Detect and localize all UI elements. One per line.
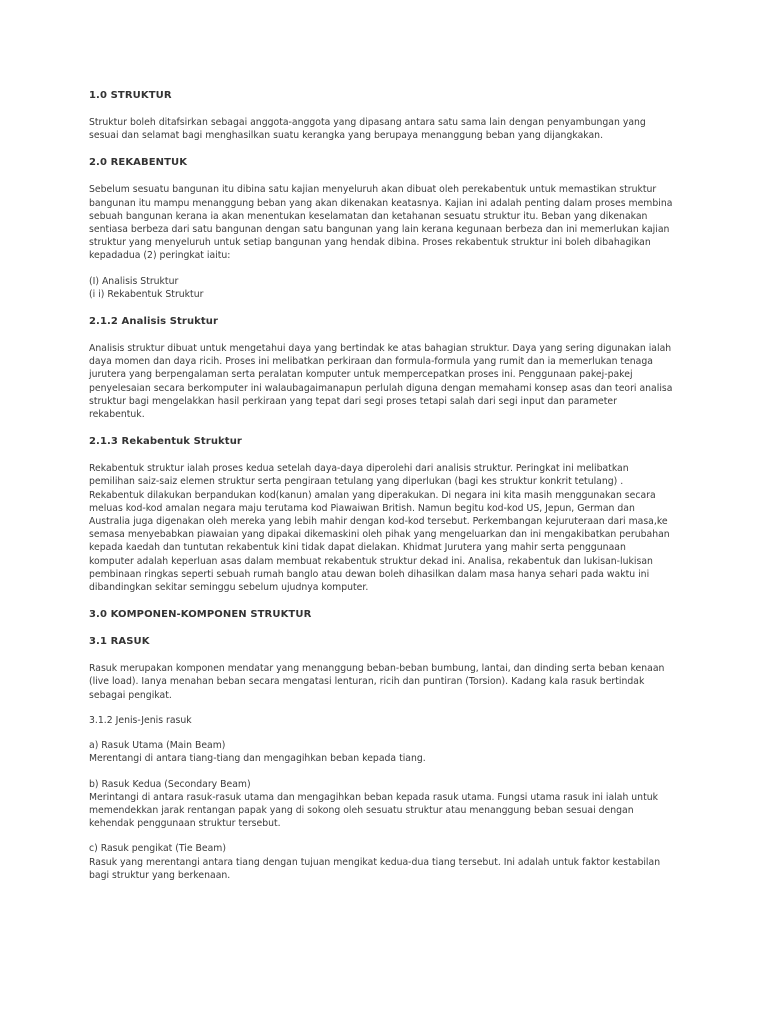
paragraph-rekabentuk: [89, 183, 689, 262]
text-line: komputer adalah keperluan asas dalam membuat rekabentuk struktur dekad ini. Analisa, rekabentuk dan lukisan-lukisan: [89, 555, 653, 567]
heading-rekabentuk-struktur: 2.1.3 Rekabentuk Struktur: [89, 436, 242, 448]
text-line: kehendak penggunaan struktur tersebut.: [89, 818, 281, 830]
text-line: Merentangi di antara tiang-tiang dan mengagihkan beban kepada tiang.: [89, 753, 426, 765]
text-line: kepadadua (2) peringkat iaitu:: [89, 250, 231, 262]
rasuk-type-main-beam: [89, 739, 689, 765]
text-line: memendekkan jarak rentangan papak yang di sokong oleh sesuatu struktur atau menanggung beban sesuai dengan: [89, 804, 634, 816]
text-line: sebagai pengikat.: [89, 689, 172, 701]
text-line: Analisis struktur dibuat untuk mengetahui daya yang bertindak ke atas bahagian struktur. Daya yang sering digunakan ialah: [89, 343, 672, 355]
heading-struktur: 1.0 STRUKTUR: [89, 90, 172, 101]
paragraph-analisis-struktur: [89, 342, 689, 421]
text-line: jurutera yang berpengalaman serta peralatan komputer untuk mempercepatkan proses ini. Penggunaan pakej-pakej: [89, 369, 633, 381]
text-line: struktur bagi mengelakkan hasil perkiraan yang tepat dari segi proses tetapi salah dari segi input dan parameter: [89, 395, 617, 407]
text-line: bangunan itu mampu menanggung beban yang akan dikenakan keatasnya. Kajian ini adalah penting dalam proses membina: [89, 197, 673, 209]
rasuk-type-secondary-beam: [89, 778, 689, 831]
rasuk-type-title: b) Rasuk Kedua (Secondary Beam): [89, 778, 251, 790]
text-line: sentiasa berbeza dari satu bangunan dengan satu bangunan yang lain kerana kegunaan berbeza dan ini memerlukan kajian: [89, 224, 670, 236]
text-line: kepada kaedah dan tuntutan rekabentuk kini tidak dapat dielakan. Khidmat Jurutera yang mahir serta penggunaan: [89, 542, 626, 554]
text-line: Rekabentuk dilakukan berpandukan kod(kanun) amalan yang diperakukan. Di negara ini kita masih menggunakan secara: [89, 489, 656, 501]
rasuk-type-title: a) Rasuk Utama (Main Beam): [89, 740, 226, 752]
text-line: semasa menyebabkan piawaian yang dipakai dikemaskini oleh pihak yang mengeluarkan dan ini mengakibatkan perubahan: [89, 529, 670, 541]
text-line: Rasuk merupakan komponen mendatar yang menanggung beban-beban bumbung, lantai, dan dinding serta beban kenaan: [89, 663, 665, 675]
text-line: penyelesaian secara berkomputer ini walaubagaimanapun perlulah diguna dengan memahami konsep asas dan teori analisa: [89, 382, 673, 394]
text-line: Rasuk yang merentangi antara tiang dengan tujuan mengikat kedua-dua tiang tersebut. Ini adalah untuk faktor kestabilan: [89, 856, 661, 868]
text-line: dibandingkan sekitar seminggu sebelum ujudnya komputer.: [89, 582, 369, 594]
text-line: sebuah bangunan kerana ia akan menentukan keselamatan dan ketahanan sesuatu struktur itu. Beban yang dikenakan: [89, 210, 648, 222]
text-line: daya momen dan daya ricih. Proses ini melibatkan perkiraan dan formula-formula yang rumit dan ia memerlukan tenaga: [89, 356, 653, 368]
list-peringkat: [89, 275, 689, 301]
paragraph-rasuk: [89, 662, 689, 702]
list-item: (I) Analisis Struktur: [89, 275, 179, 287]
text-line: Struktur boleh ditafsirkan sebagai anggota-anggota yang dipasang antara satu sama lain dengan penyambungan yang: [89, 117, 646, 128]
heading-komponen-struktur: 3.0 KOMPONEN-KOMPONEN STRUKTUR: [89, 609, 312, 621]
text-line: sesuai dan selamat bagi menghasilkan suatu kerangka yang berupaya menanggung beban yang dijangkakan.: [89, 130, 604, 142]
text-line: (live load). Ianya menahan beban secara mengatasi lenturan, ricih dan puntiran (Torsion). Kadang kala rasuk bertindak: [89, 676, 645, 688]
heading-rasuk: 3.1 RASUK: [89, 636, 150, 648]
text-line: pembinaan ringkas seperti sebuah rumah banglo atau dewan boleh dihasilkan dalam masa hanya sehari pada waktu ini: [89, 568, 650, 580]
text-line: struktur yang menyeluruh untuk setiap bangunan yang hendak dibina. Proses rekabentuk struktur ini boleh dibahagikan: [89, 237, 651, 249]
heading-rekabentuk: 2.0 REKABENTUK: [89, 157, 188, 169]
heading-analisis-struktur: 2.1.2 Analisis Struktur: [89, 316, 219, 328]
text-line: Merintangi di antara rasuk-rasuk utama dan mengagihkan beban kepada rasuk utama. Fungsi utama rasuk ini ialah untuk: [89, 791, 658, 803]
text-line: Australia juga digenakan oleh mereka yang lebih mahir dengan kod-kod tersebut. Perkembangan kejuruteraan dari masa,ke: [89, 516, 668, 528]
paragraph-rekabentuk-struktur: [89, 462, 689, 594]
list-item: (i i) Rekabentuk Struktur: [89, 288, 204, 300]
document-page: [89, 89, 689, 882]
text-line: Sebelum sesuatu bangunan itu dibina satu kajian menyeluruh akan dibuat oleh perekabentuk untuk memastikan struktur: [89, 184, 657, 196]
rasuk-type-tie-beam: [89, 842, 689, 882]
text-line: Rekabentuk struktur ialah proses kedua setelah daya-daya diperolehi dari analisis struktur. Peringkat ini melibatkan: [89, 463, 629, 475]
text-line: meluas kod-kod amalan negara maju terutama kod Piawaiwan British. Namun begitu kod-kod US, Jepun, German dan: [89, 502, 635, 514]
text-line: pemilihan saiz-saiz elemen struktur serta pengiraan tetulang yang diperlukan (bagi kes struktur konkrit tetulang) .: [89, 476, 624, 488]
text-line: rekabentuk.: [89, 409, 145, 421]
subheading-jenis-rasuk: 3.1.2 Jenis-Jenis rasuk: [89, 714, 192, 726]
rasuk-type-title: c) Rasuk pengikat (Tie Beam): [89, 843, 226, 855]
paragraph-struktur: [89, 116, 689, 142]
text-line: bagi struktur yang berkenaan.: [89, 869, 231, 881]
